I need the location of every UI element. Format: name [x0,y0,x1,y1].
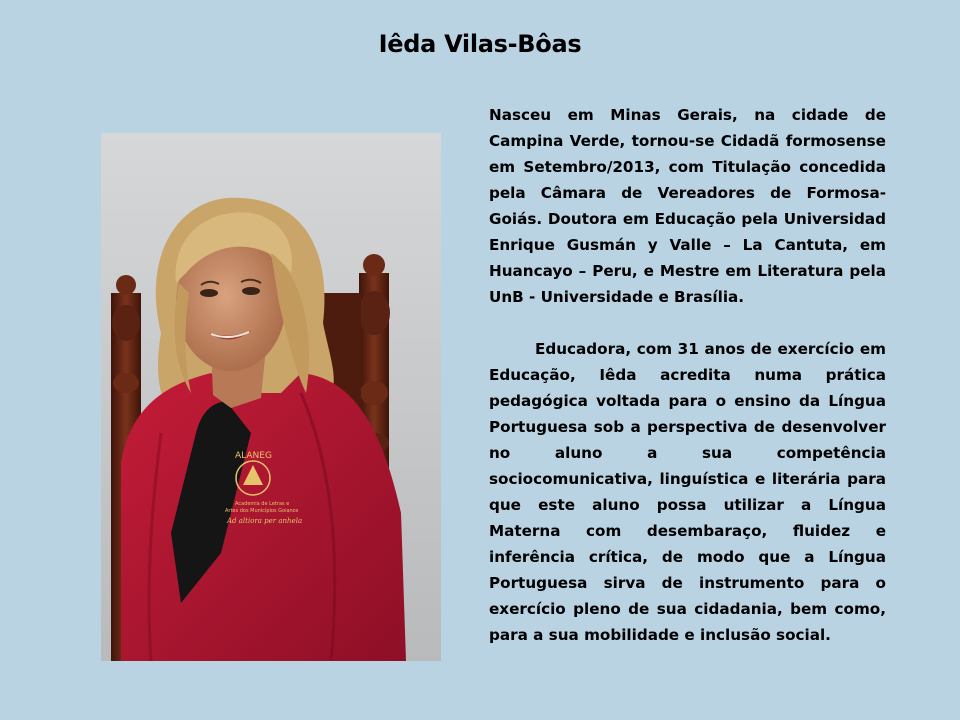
biography-text [489,102,886,648]
page-title: Iêda Vilas-Bôas [378,30,582,58]
emblem-motto: Ad altiora per anhela [227,517,303,525]
emblem-title: ALANEG [235,451,272,461]
emblem-line-1: Academia de Letras e [235,501,290,507]
emblem-line-2: Artes dos Municípios Goianos [225,508,299,514]
portrait-illustration [101,133,441,661]
biography-paragraph-1: Nasceu em Minas Gerais, na cidade de Campina Verde, tornou-se Cidadã formosense em Setembro/2013, com Titulação concedida pela Câmara de Vereadores de Formosa-Goiás. Doutora em Educação pela Universidad Enrique Gusmán y Valle – La Cantuta, em Huancayo – Peru, e Mestre em Literatura pela UnB - Universidade e Brasília. [489,106,886,306]
biography-paragraph-2: Educadora, com 31 anos de exercício em Educação, Iêda acredita numa prática pedagógica voltada para o ensino da Língua Portuguesa sob a perspectiva de desenvolver no aluno a sua competência sociocomunicativa, linguística e literária para que este aluno possa utilizar a Língua Materna com desembaraço, fluidez e inferência crítica, de modo que a Língua Portuguesa sirva de instrumento para o exercício pleno de sua cidadania, bem como, para a sua mobilidade e inclusão social. [489,340,886,644]
portrait-photo [101,133,441,661]
